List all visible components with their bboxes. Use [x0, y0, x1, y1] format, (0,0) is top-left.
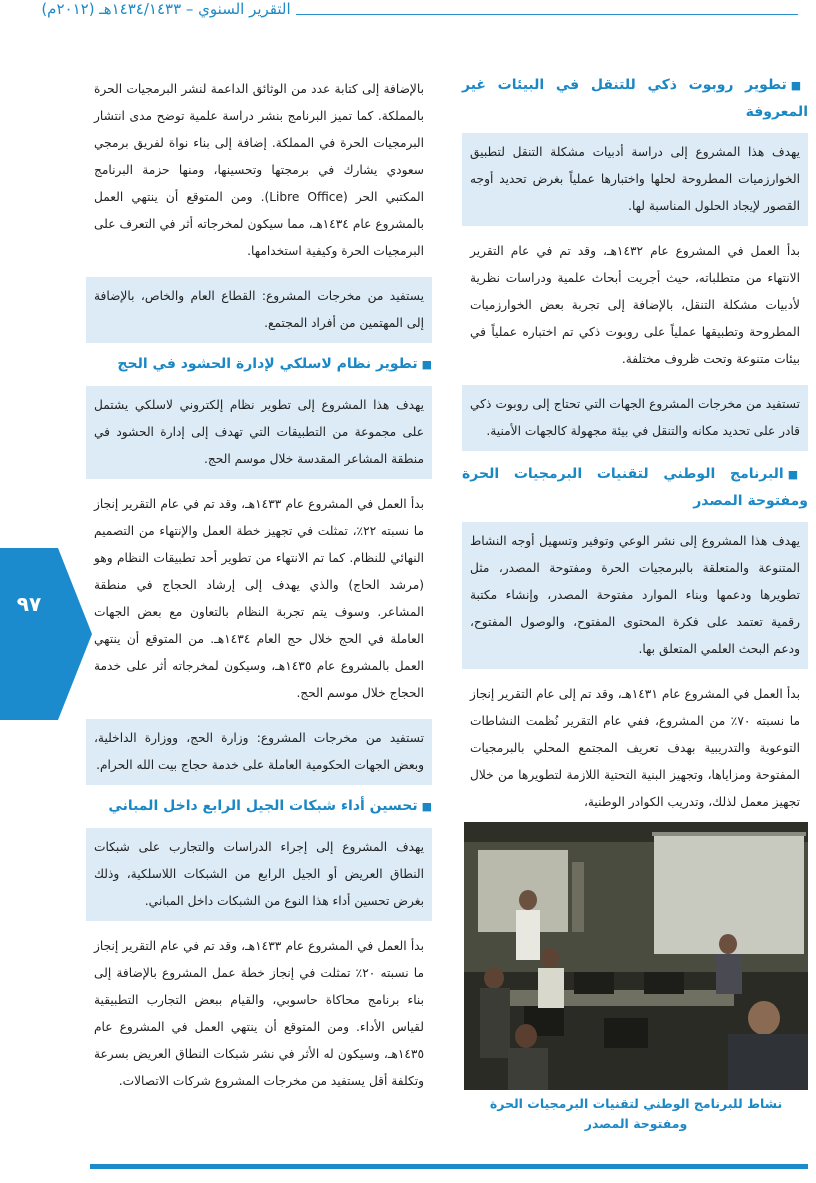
paragraph: يهدف هذا المشروع إلى دراسة أدبيات مشكلة التنقل لتطبيق الخوارزميات المطروحة لحلها واختبارها عملياً بغرض تحديد أوجه القصور لإيجاد الحلول المناسبة لها.: [462, 133, 808, 226]
footer-rule: [90, 1164, 808, 1169]
paragraph: يهدف هذا المشروع إلى نشر الوعي وتوفير وتسهيل أوجه النشاط المتنوعة والمتعلقة بالبرمجيات الحرة ومفتوحة المصدر، مثل تطويرها ودعمها وبناء الموارد مفتوحة المصدر، وإنشاء مكتبة رقمية تعتمد على فكرة المحتوى المفتوح، والوصول المفتوح، ودعم البحث العلمي المتعلق بها.: [462, 522, 808, 669]
paragraph: تستفيد من مخرجات المشروع الجهات التي تحتاج إلى روبوت ذكي قادر على تحديد مكانه والتنقل في بيئة مجهولة كالجهات الأمنية.: [462, 385, 808, 451]
classroom-photo-illustration: [464, 822, 808, 1090]
left-column: [86, 72, 432, 1105]
paragraph: يهدف هذا المشروع إلى تطوير نظام إلكتروني لاسلكي يشتمل على مجموعة من التطبيقات التي تهدف إلى إدارة الحشود في منطقة المشاعر المقدسة خلال موسم الحج.: [86, 386, 432, 479]
paragraph: يهدف المشروع إلى إجراء الدراسات والتجارب على شبكات النطاق العريض أو الجيل الرابع من الشبكات اللاسلكية، وذلك بغرض تحسين أداء هذا النوع من الشبكات داخل المباني.: [86, 828, 432, 921]
paragraph: تستفيد من مخرجات المشروع: وزارة الحج، ووزارة الداخلية، وبعض الجهات الحكومية العاملة على خدمة حجاج بيت الله الحرام.: [86, 719, 432, 785]
section-title-hajj: ■تطوير نظام لاسلكي لإدارة الحشود في الحج: [117, 356, 432, 372]
square-bullet-icon: ■: [421, 358, 432, 371]
square-bullet-icon: ■: [421, 800, 432, 813]
page-header-title: التقرير السنوي – ١٤٣٤/١٤٣٣هـ (٢٠١٢م): [41, 0, 291, 18]
right-column: [462, 72, 808, 826]
paragraph: بدأ العمل في المشروع عام ١٤٣٣هـ، وقد تم في عام التقرير إنجاز ما نسبته ٢٢٪، تمثلت في تجهيز خطة العمل والإنتهاء من التصميم النهائي للنظام. كما تم الانتهاء من تطوير أحد تطبيقات النظام وهو (مرشد الحاج) والذي يهدف إلى إرشاد الحجاج في منطقة المشاعر. وسوف يتم تجربة النظام بالتعاون مع بعض الجهات العاملة في الحج خلال حج العام ١٤٣٤هـ. من المتوقع أن ينتهي العمل بالمشروع عام ١٤٣٥هـ، وسيكون لمخرجاته أثر على خدمة الحجاج خلال موسم الحج.: [94, 497, 424, 700]
paragraph: بدأ العمل في المشروع عام ١٤٣٣هـ، وقد تم في عام التقرير إنجاز ما نسبته ٢٠٪ تمثلت في إنجاز خطة عمل المشروع بالإضافة إلى بناء برنامج محاكاة حاسوبي، والقيام ببعض التجارب التطبيقية لقياس الأداء. ومن المتوقع أن ينتهي العمل في المشروع عام ١٤٣٥هـ، وسيكون له الأثر في نشر شبكات النطاق العريض بسرعة وتكلفة أقل يستفيد من مخرجات المشروع شركات الاتصالات.: [94, 939, 424, 1088]
section-title-4g: ■تحسين أداء شبكات الجيل الرابع داخل المباني: [108, 798, 432, 814]
page-tab: [0, 548, 92, 720]
paragraph: بالإضافة إلى كتابة عدد من الوثائق الداعمة لنشر البرمجيات الحرة بالمملكة. كما تميز البرنامج بنشر دراسة علمية توضح مدى انتشار البرمجيات الحرة في المملكة. إضافة إلى بناء نواة لفريق برمجي سعودي يشارك في برمجتها وتحسينها، ومنها حزمة البرنامج المكتبي الحر (Libre Office). ومن المتوقع أن ينتهي العمل بالمشروع عام ١٤٣٤هـ، مما سيكون لمخرجاته أثر في التعرف على البرمجيات الحرة وكيفية استخدامها.: [94, 82, 424, 258]
square-bullet-icon: ■: [790, 79, 808, 92]
paragraph: بدأ العمل في المشروع عام ١٤٣٢هـ، وقد تم في عام التقرير الانتهاء من متطلباته، حيث أجريت أبحاث علمية ودراسات نظرية لأدبيات مشكلة التنقل، بالإضافة إلى تجربة بعض الخوارزميات المطروحة وتطبيقها عملياً على روبوت ذكي تم اختباره عملياً في بيئات متنوعة وتحت ظروف مختلفة.: [470, 244, 800, 366]
paragraph: بدأ العمل في المشروع عام ١٤٣١هـ، وقد تم إلى عام التقرير إنجاز ما نسبته ٧٠٪ من المشروع، ففي عام التقرير نُظمت النشاطات التوعوية والتدريبية بهدف تعريف المجتمع المحلي بالبرمجيات المفتوحة ومزاياها، وتجهيز البنية التحتية اللازمة لتطويرها من خلال تجهيز معمل لذلك، وتدريب الكوادر الوطنية،: [470, 687, 800, 809]
section-title-opensource: ■البرنامج الوطني لتقنيات البرمجيات الحرة ومفتوحة المصدر: [462, 466, 808, 509]
header-rule: [296, 14, 798, 15]
photo-caption: نشاط للبرنامج الوطني لتقنيات البرمجيات الحرة ومفتوحة المصدر: [489, 1096, 783, 1131]
page-number: ٩٧: [16, 592, 42, 616]
page-tab-shape: [0, 548, 92, 720]
event-photo: [464, 822, 808, 1090]
section-title-robot: ■تطوير روبوت ذكي للتنقل في البيئات غير المعروفة: [462, 77, 808, 120]
square-bullet-icon: ■: [787, 468, 808, 481]
paragraph: يستفيد من مخرجات المشروع: القطاع العام والخاص، بالإضافة إلى المهتمين من أفراد المجتمع.: [86, 277, 432, 343]
